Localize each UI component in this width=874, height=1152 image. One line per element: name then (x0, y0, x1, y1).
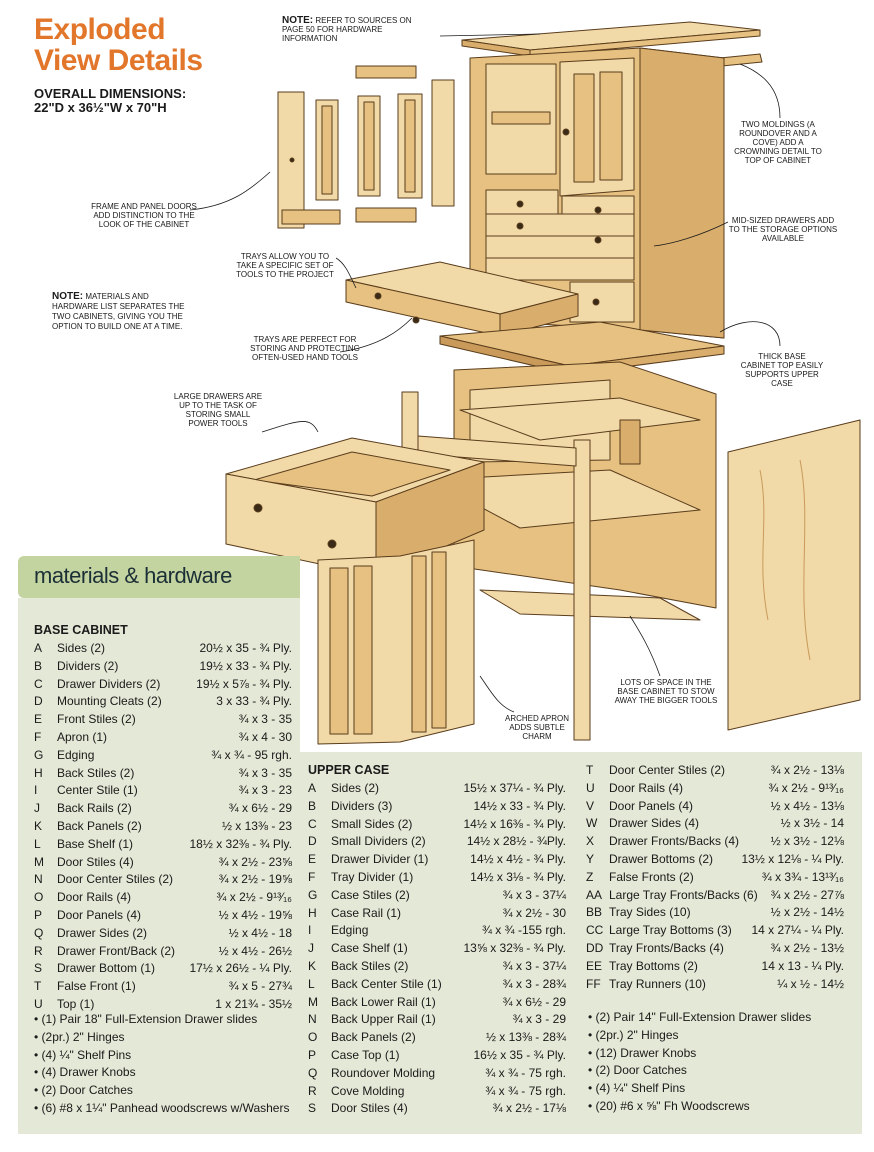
part-key: C (34, 676, 43, 691)
part-size: ½ x 13⅜ - 28¾ (485, 1030, 566, 1045)
part-size: ¾ x 3 - 37¼ (502, 959, 566, 973)
part-row (34, 871, 292, 888)
part-size: ¾ x 3 - 23 (238, 783, 292, 798)
part-row (34, 800, 292, 817)
part-name: Roundover Molding (331, 1065, 436, 1080)
part-key: K (34, 819, 43, 833)
part-size: ¼ x ½ - 14½ (777, 976, 844, 991)
hardware-item: • (2) Door Catches (588, 1063, 687, 1078)
title-line-1: Exploded (34, 13, 166, 46)
part-size: 19½ x 5⅞ - ¾ Ply. (196, 676, 292, 691)
part-row (308, 851, 566, 868)
part-name: Sides (2) (57, 641, 106, 655)
note-text: REFER TO SOURCES ON PAGE 50 FOR HARDWARE INFORMATION (282, 16, 412, 43)
part-key: H (34, 765, 43, 780)
part-key: A (34, 641, 43, 655)
part-key: K (308, 959, 317, 973)
part-name: Back Panels (2) (57, 819, 142, 833)
overall-dimensions-value: 22"D x 36½"W x 70"H (34, 100, 167, 115)
part-size: 18½ x 32⅜ - ¾ Ply. (189, 836, 292, 851)
part-size: ¾ x 3¾ - 13¹³⁄₁₆ (761, 869, 844, 884)
note-text: MATERIALS AND HARDWARE LIST SEPARATES THE TWO CABINETS, GIVING YOU THE OPTION TO BUILD ONE AT A TIME. (52, 292, 185, 331)
part-name: Back Lower Rail (1) (331, 994, 436, 1009)
part-key: G (308, 887, 318, 902)
part-size: 14½ x 33 - ¾ Ply. (473, 798, 566, 813)
part-row (308, 833, 566, 850)
part-row (308, 905, 566, 922)
part-name: Top (1) (57, 997, 95, 1011)
part-size: 19½ x 33 - ¾ Ply. (199, 658, 292, 673)
part-name: Door Panels (4) (57, 908, 142, 922)
part-name: Case Shelf (1) (331, 941, 408, 956)
part-row (308, 780, 566, 797)
part-row (34, 711, 292, 728)
part-row (308, 940, 566, 957)
hardware-item: • (12) Drawer Knobs (588, 1045, 697, 1060)
part-key: L (34, 836, 41, 851)
part-row (34, 640, 292, 657)
part-key: E (34, 712, 43, 727)
part-row (34, 765, 292, 782)
part-row (586, 940, 844, 957)
materials-heading: materials & hardware (34, 563, 232, 588)
part-row (308, 1029, 566, 1046)
hardware-item: • (2pr.) 2" Hinges (34, 1029, 125, 1044)
part-key: I (34, 783, 38, 798)
part-name: Drawer Fronts/Backs (4) (609, 834, 740, 849)
part-name: Door Stiles (4) (57, 854, 134, 869)
part-key: FF (586, 976, 601, 991)
part-row (34, 854, 292, 871)
part-key: CC (586, 923, 604, 938)
part-size: ¾ x 4 - 30 (238, 730, 292, 744)
part-key: S (308, 1101, 317, 1116)
part-size: 3 x 33 - ¾ Ply. (216, 694, 292, 709)
part-row (308, 1065, 566, 1082)
part-key: X (586, 834, 595, 849)
part-name: Back Panels (2) (331, 1030, 416, 1045)
part-size: ½ x 3½ - 12⅛ (770, 834, 844, 849)
part-row (34, 978, 292, 995)
part-name: Back Rails (2) (57, 801, 132, 816)
part-row (34, 782, 292, 799)
back-panel (728, 420, 860, 730)
part-row (34, 943, 292, 960)
part-key: A (308, 781, 317, 795)
callout-trays-specific: TRAYS ALLOW YOU TO TAKE A SPECIFIC SET OF TOOLS TO THE PROJECT (236, 252, 334, 279)
part-size: 16½ x 35 - ¾ Ply. (473, 1048, 566, 1062)
page-title (34, 14, 203, 76)
part-name: Sides (2) (331, 781, 380, 795)
callout-doors: FRAME AND PANEL DOORS ADD DISTINCTION TO THE LOOK OF THE CABINET (91, 202, 197, 229)
part-row (308, 958, 566, 975)
part-name: Drawer Sides (2) (57, 925, 148, 940)
part-row (586, 869, 844, 886)
part-name: Case Stiles (2) (331, 887, 410, 902)
part-key: O (34, 890, 44, 905)
hardware-item: • (2) Door Catches (34, 1083, 133, 1098)
part-name: Front Stiles (2) (57, 712, 136, 727)
part-key: BB (586, 905, 603, 920)
part-key: H (308, 905, 317, 920)
part-key: O (308, 1030, 318, 1045)
part-name: Case Top (1) (331, 1048, 400, 1062)
part-row (34, 889, 292, 906)
part-size: ¾ x ¾ - 75 rgh. (485, 1065, 566, 1080)
part-row (586, 762, 844, 779)
part-size: 17½ x 26½ - ¼ Ply. (189, 961, 292, 976)
part-size: ¾ x 3 - 35 (238, 765, 292, 780)
part-size: ¾ x ¾ -155 rgh. (481, 923, 566, 938)
part-name: Small Dividers (2) (331, 834, 426, 849)
callout-apron: ARCHED APRON ADDS SUBTLE CHARM (504, 714, 569, 741)
part-size: 20½ x 35 - ¾ Ply. (199, 641, 292, 655)
part-key: F (308, 870, 316, 884)
hardware-item: • (1) Pair 18" Full-Extension Drawer slides (34, 1012, 258, 1026)
part-name: Small Sides (2) (331, 816, 413, 831)
callout-base-top: THICK BASE CABINET TOP EASILY SUPPORTS UPPER CASE (740, 352, 824, 388)
part-name: Drawer Bottoms (2) (609, 852, 714, 866)
part-size: ¾ x 2½ - 13½ (770, 941, 844, 955)
part-size: ½ x 4½ - 19⅝ (218, 908, 292, 922)
part-name: Door Rails (4) (609, 780, 684, 795)
part-name: Back Upper Rail (1) (331, 1012, 436, 1027)
part-name: Center Stile (1) (57, 783, 138, 798)
callout-moldings: TWO MOLDINGS (A ROUNDOVER AND A COVE) ADD A CROWNING DETAIL TO TOP OF CABINET (734, 120, 822, 165)
part-row (308, 1047, 566, 1064)
part-key: P (34, 908, 43, 922)
part-name: Door Panels (4) (609, 798, 694, 813)
part-size: ¾ x 6½ - 29 (228, 801, 292, 816)
part-key: F (34, 730, 42, 744)
part-row (586, 851, 844, 868)
part-name: Drawer Sides (4) (609, 816, 700, 831)
part-row (308, 798, 566, 815)
part-size: ¾ x 2½ - 23⅝ (218, 854, 292, 869)
part-size: ¾ x ¾ - 95 rgh. (211, 747, 292, 762)
part-row (34, 729, 292, 746)
part-size: ¾ x 3 - 37¼ (502, 887, 566, 902)
hardware-item: • (6) #8 x 1¼" Panhead woodscrews w/Washers (34, 1101, 290, 1115)
part-name: Drawer Front/Back (2) (57, 943, 176, 958)
part-key: DD (586, 941, 604, 955)
part-key: P (308, 1048, 317, 1062)
part-size: ½ x 13⅜ - 23 (221, 819, 292, 833)
part-size: ¾ x 2½ - 9¹³⁄₁₆ (216, 890, 292, 905)
part-row (308, 976, 566, 993)
part-name: Tray Sides (10) (609, 905, 691, 920)
hardware-item: • (4) ¼" Shelf Pins (588, 1081, 686, 1096)
hardware-item: • (4) Drawer Knobs (34, 1065, 136, 1080)
part-key: N (308, 1012, 317, 1027)
part-key: M (308, 994, 318, 1009)
part-row (308, 1100, 566, 1117)
part-row (308, 869, 566, 886)
part-size: ½ x 2½ - 14½ (770, 905, 844, 920)
part-row (586, 958, 844, 975)
part-name: Door Rails (4) (57, 890, 132, 905)
part-row (586, 922, 844, 939)
part-key: M (34, 854, 44, 869)
part-size: ¾ x 2½ - 30 (502, 905, 566, 920)
part-key: Y (586, 852, 595, 866)
part-name: False Fronts (2) (609, 869, 694, 884)
part-name: Dividers (2) (57, 658, 119, 673)
part-name: Edging (57, 747, 95, 762)
part-name: Large Tray Fronts/Backs (6) (609, 887, 758, 902)
part-name: Tray Divider (1) (331, 870, 414, 884)
part-size: ¾ x 6½ - 29 (502, 994, 566, 1009)
part-key: J (34, 801, 40, 816)
part-key: B (308, 798, 317, 813)
part-name: Drawer Bottom (1) (57, 961, 156, 976)
part-name: Tray Runners (10) (609, 976, 706, 991)
part-row (586, 904, 844, 921)
part-size: 13⅝ x 32⅜ - ¾ Ply. (463, 941, 566, 956)
part-row (586, 887, 844, 904)
part-size: 14 x 27¼ - ¼ Ply. (751, 923, 844, 938)
part-row (34, 676, 292, 693)
part-size: ½ x 4½ - 26½ (218, 943, 292, 958)
part-name: Drawer Dividers (2) (57, 676, 161, 691)
part-size: 14½ x 3⅛ - ¾ Ply. (470, 870, 566, 884)
callout-trays-perfect: TRAYS ARE PERFECT FOR STORING AND PROTECTING OFTEN-USED HAND TOOLS (250, 335, 360, 362)
part-row (34, 693, 292, 710)
part-key: U (34, 997, 43, 1011)
part-key: I (308, 923, 312, 938)
part-key: B (34, 658, 43, 673)
part-size: ¾ x 2½ - 13⅛ (770, 763, 844, 777)
part-size: ¾ x 3 - 29 (512, 1012, 566, 1027)
part-size: ¾ x 2½ - 27⅞ (770, 887, 844, 902)
hardware-item: • (4) ¼" Shelf Pins (34, 1047, 132, 1062)
part-key: T (586, 763, 594, 777)
part-size: 14½ x 28½ - ¾Ply. (466, 834, 566, 849)
part-row (34, 925, 292, 942)
part-key: Z (586, 869, 594, 884)
part-row (34, 960, 292, 977)
part-size: 1 x 21¾ - 35½ (215, 997, 292, 1011)
part-key: AA (586, 887, 603, 902)
part-key: T (34, 979, 42, 994)
part-size: ¾ x 3 - 35 (238, 712, 292, 727)
part-row (308, 994, 566, 1011)
part-size: 15½ x 37¼ - ¾ Ply. (463, 781, 566, 795)
part-row (308, 887, 566, 904)
part-row (308, 1011, 566, 1028)
part-name: Apron (1) (57, 730, 108, 744)
part-name: Cove Molding (331, 1083, 405, 1098)
note-label: NOTE: (282, 15, 314, 26)
part-name: Back Stiles (2) (57, 765, 135, 780)
part-size: ¾ x 2½ - 19⅝ (218, 872, 292, 887)
part-key: Q (308, 1065, 318, 1080)
title-line-2: View Details (34, 44, 203, 77)
part-size: 14½ x 16⅜ - ¾ Ply. (463, 816, 566, 831)
part-size: ¾ x 2½ - 9¹³⁄₁₆ (768, 780, 844, 795)
part-key: R (308, 1083, 317, 1098)
part-key: L (308, 976, 315, 991)
part-row (586, 798, 844, 815)
part-name: Door Center Stiles (2) (609, 763, 726, 777)
part-size: ½ x 4½ - 13⅛ (770, 798, 844, 813)
hardware-item: • (2) Pair 14" Full-Extension Drawer slides (588, 1010, 812, 1024)
part-key: V (586, 798, 595, 813)
upper-case-title: UPPER CASE (308, 763, 390, 777)
part-name: Door Center Stiles (2) (57, 872, 174, 887)
overall-dimensions-label: OVERALL DIMENSIONS: (34, 86, 187, 101)
callout-mid-drawers: MID-SIZED DRAWERS ADD TO THE STORAGE OPTIONS AVAILABLE (728, 216, 838, 243)
part-name: Back Center Stile (1) (331, 976, 442, 991)
part-size: 14½ x 4½ - ¾ Ply. (470, 852, 566, 867)
part-size: ½ x 3½ - 14 (780, 816, 844, 831)
part-row (586, 833, 844, 850)
part-name: False Front (1) (57, 979, 136, 994)
part-key: D (308, 834, 317, 849)
part-name: Tray Bottoms (2) (609, 958, 698, 973)
note-label: NOTE: (52, 291, 84, 302)
part-name: Drawer Divider (1) (331, 852, 429, 867)
part-row (308, 922, 566, 939)
upper-door (560, 58, 634, 196)
part-name: Base Shelf (1) (57, 836, 134, 851)
part-row (34, 747, 292, 764)
part-name: Dividers (3) (331, 798, 393, 813)
part-row (308, 816, 566, 833)
part-row (586, 815, 844, 832)
base-cabinet-title: BASE CABINET (34, 623, 128, 637)
part-name: Case Rail (1) (331, 905, 402, 920)
part-name: Door Stiles (4) (331, 1101, 408, 1116)
part-row (308, 1083, 566, 1100)
part-key: J (308, 941, 314, 956)
part-size: ¾ x ¾ - 75 rgh. (485, 1083, 566, 1098)
part-key: U (586, 780, 595, 795)
hardware-item: • (2pr.) 2" Hinges (588, 1027, 679, 1042)
part-size: 13½ x 12⅛ - ¼ Ply. (741, 852, 844, 866)
part-name: Edging (331, 923, 369, 938)
part-row (34, 818, 292, 835)
part-key: D (34, 694, 43, 709)
part-name: Tray Fronts/Backs (4) (609, 941, 724, 955)
part-name: Mounting Cleats (2) (57, 694, 162, 709)
part-key: C (308, 816, 317, 831)
callout-space: LOTS OF SPACE IN THE BASE CABINET TO STOW AWAY THE BIGGER TOOLS (614, 678, 718, 705)
part-key: EE (586, 958, 603, 973)
part-size: ½ x 4½ - 18 (228, 925, 292, 940)
part-key: E (308, 852, 317, 867)
part-size: ¾ x 5 - 27¾ (228, 979, 292, 994)
part-name: Large Tray Bottoms (3) (609, 923, 732, 938)
part-name: Back Stiles (2) (331, 959, 409, 973)
part-row (586, 976, 844, 993)
part-key: S (34, 961, 43, 976)
part-size: 14 x 13 - ¼ Ply. (761, 958, 844, 973)
part-key: R (34, 943, 43, 958)
part-key: Q (34, 925, 44, 940)
hardware-item: • (20) #6 x ⅝" Fh Woodscrews (588, 1099, 750, 1113)
part-row (586, 780, 844, 797)
part-row (34, 907, 292, 924)
part-size: ¾ x 3 - 28¾ (502, 976, 566, 991)
part-row (34, 658, 292, 675)
callout-large-drawers: LARGE DRAWERS ARE UP TO THE TASK OF STORING SMALL POWER TOOLS (173, 392, 263, 428)
part-key: W (586, 816, 598, 831)
note-materials (52, 292, 192, 332)
note-hardware-sources (282, 16, 432, 43)
part-row (34, 836, 292, 853)
part-key: N (34, 872, 43, 887)
part-size: ¾ x 2½ - 17⅛ (492, 1101, 566, 1116)
part-key: G (34, 747, 44, 762)
